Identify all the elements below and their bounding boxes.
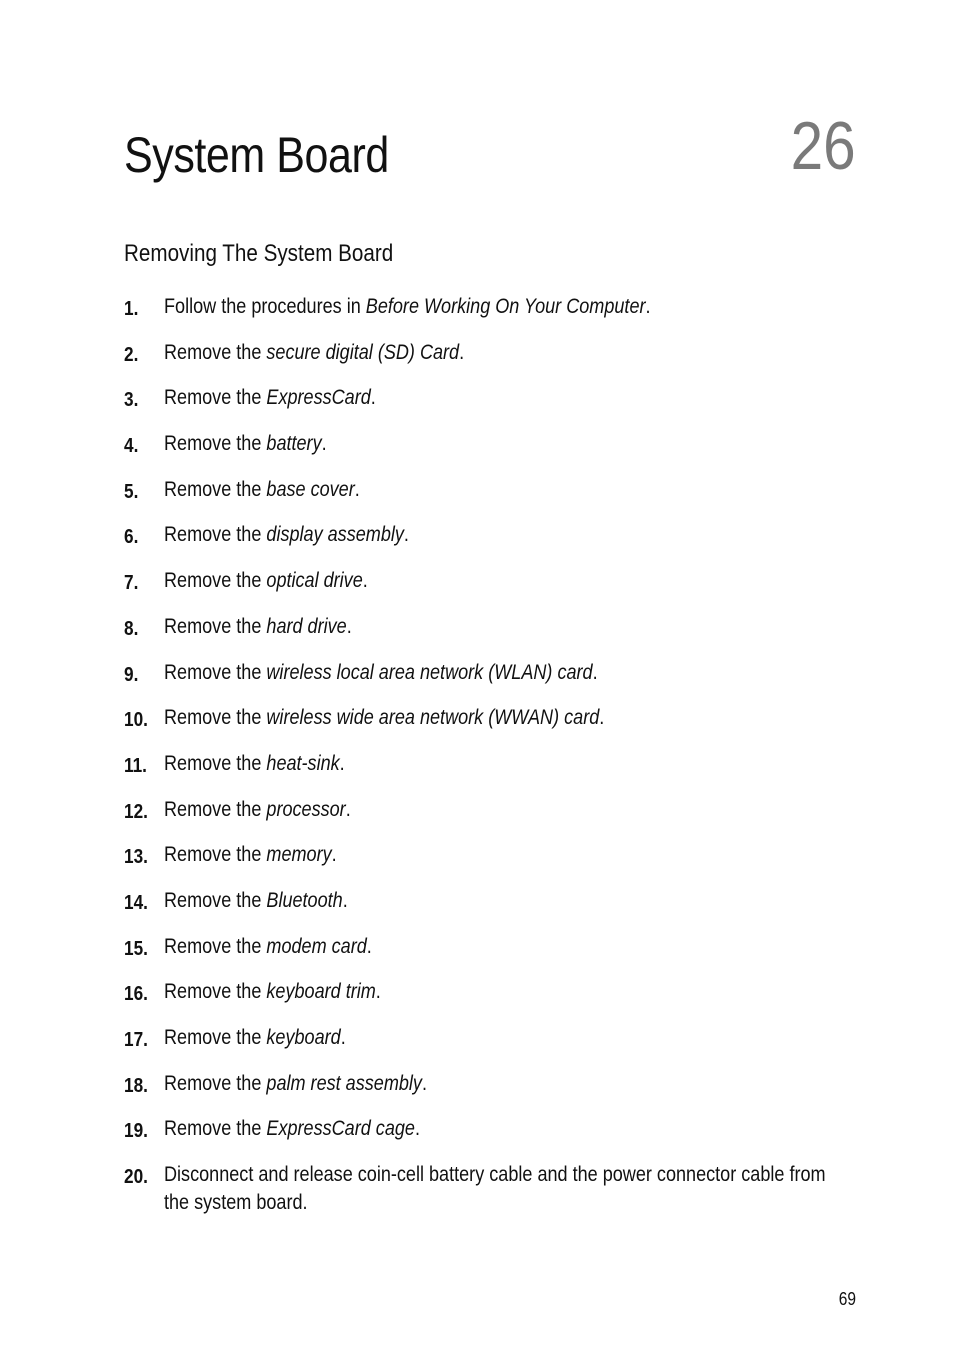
page-number: 69 <box>838 1289 856 1309</box>
step-number: 5. <box>124 480 139 503</box>
section-title: Removing The System Board <box>124 240 394 267</box>
step-link-text: battery <box>266 432 322 456</box>
step-text: Disconnect and release coin-cell battery cable and the power connector cable from the system board. <box>164 1163 826 1215</box>
step-item <box>124 796 844 842</box>
step-text: Remove the memory. <box>164 843 337 867</box>
step-item <box>124 1070 844 1116</box>
step-item <box>124 613 844 659</box>
step-number: 17. <box>124 1029 148 1051</box>
step-number: 2. <box>124 343 139 366</box>
step-text: Remove the processor. <box>164 797 351 821</box>
step-item <box>124 567 844 613</box>
step-link-text: hard drive <box>266 614 347 638</box>
step-item <box>124 704 844 750</box>
step-link-text: modem card <box>266 934 367 958</box>
step-number: 10. <box>124 709 148 732</box>
step-number: 3. <box>124 389 139 412</box>
step-number: 7. <box>124 572 139 595</box>
step-number: 8. <box>124 617 139 640</box>
step-item <box>124 476 844 522</box>
step-text: Remove the wireless wide area network (WWAN) card. <box>164 706 605 730</box>
step-number: 11. <box>124 754 147 777</box>
step-text: Remove the optical drive. <box>164 569 368 593</box>
step-number: 12. <box>124 800 148 823</box>
step-text: Remove the modem card. <box>164 934 372 958</box>
step-number: 13. <box>124 846 148 869</box>
step-link-text: Bluetooth <box>266 888 343 912</box>
step-number: 16. <box>124 983 148 1006</box>
step-link-text: keyboard trim <box>266 980 376 1004</box>
step-link-text: optical drive <box>266 569 363 593</box>
step-item <box>124 1161 844 1217</box>
step-item <box>124 887 844 933</box>
step-text: Remove the display assembly. <box>164 523 409 547</box>
step-number: 9. <box>124 663 139 686</box>
procedure-steps <box>124 293 844 1217</box>
step-text: Remove the secure digital (SD) Card. <box>164 340 465 364</box>
step-link-text: heat-sink <box>266 751 340 775</box>
step-link-text: memory <box>266 843 332 867</box>
step-text: Remove the ExpressCard cage. <box>164 1117 420 1141</box>
step-number: 18. <box>124 1074 148 1097</box>
step-link-text: display assembly <box>266 523 404 547</box>
step-item <box>124 933 844 979</box>
step-link-text: wireless wide area network (WWAN) card <box>266 706 600 730</box>
step-number: 19. <box>124 1120 148 1143</box>
step-link-text: ExpressCard <box>266 386 371 410</box>
step-link-text: ExpressCard cage <box>266 1117 415 1141</box>
chapter-number: 26 <box>790 108 856 184</box>
step-item <box>124 1024 844 1070</box>
step-link-text: processor <box>266 797 346 821</box>
step-text: Remove the keyboard trim. <box>164 980 381 1004</box>
step-text: Remove the palm rest assembly. <box>164 1071 427 1095</box>
step-item <box>124 430 844 476</box>
step-item <box>124 750 844 796</box>
step-text: Remove the base cover. <box>164 477 360 501</box>
step-text: Remove the battery. <box>164 432 327 456</box>
step-item <box>124 521 844 567</box>
step-number: 1. <box>124 298 139 320</box>
step-text: Remove the hard drive. <box>164 614 352 638</box>
step-number: 20. <box>124 1166 148 1189</box>
step-number: 14. <box>124 891 148 914</box>
step-link-text: base cover <box>266 477 355 501</box>
step-number: 15. <box>124 937 148 960</box>
step-number: 4. <box>124 435 139 458</box>
step-number: 6. <box>124 526 139 549</box>
step-link-text: palm rest assembly <box>266 1071 422 1095</box>
step-text: Remove the wireless local area network (WLAN) card. <box>164 660 598 684</box>
step-item <box>124 841 844 887</box>
step-text: Remove the Bluetooth. <box>164 888 348 912</box>
step-text: Remove the heat-sink. <box>164 751 345 775</box>
step-link-text: keyboard <box>266 1026 341 1049</box>
step-text: Follow the procedures in Before Working On Your Computer. <box>164 295 651 318</box>
step-item <box>124 384 844 430</box>
step-item <box>124 339 844 385</box>
step-text: Remove the ExpressCard. <box>164 386 376 410</box>
step-item <box>124 293 844 339</box>
step-item <box>124 1115 844 1161</box>
step-text: Remove the keyboard. <box>164 1026 346 1049</box>
step-link-text: secure digital (SD) Card <box>266 340 460 364</box>
step-item <box>124 978 844 1024</box>
step-link-text: wireless local area network (WLAN) card <box>266 660 593 684</box>
step-item <box>124 659 844 705</box>
step-link-text: Before Working On Your Computer <box>365 295 646 318</box>
chapter-title: System Board <box>124 127 389 183</box>
